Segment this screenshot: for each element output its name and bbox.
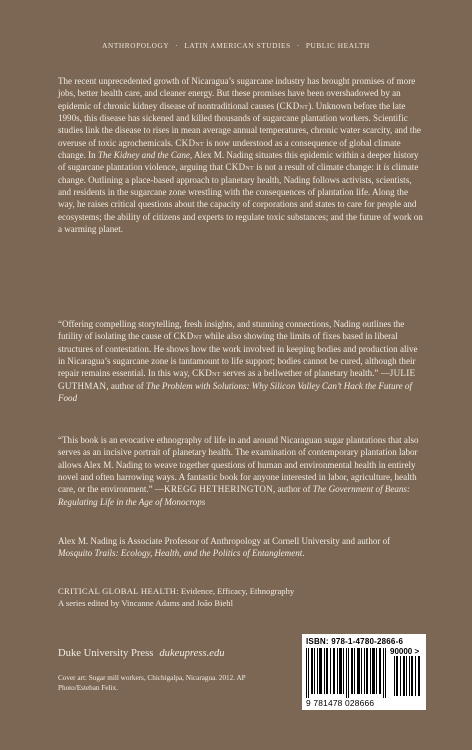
subject-public-health: PUBLIC HEALTH: [305, 41, 370, 50]
price-addon-label: 90000 >: [390, 647, 420, 656]
endorser-name: JULIE GUTHMAN: [58, 368, 416, 391]
endorser-book: The Government of Beans: Regulating Life in the Age of Monocrops: [58, 484, 410, 507]
subject-anthropology: ANTHROPOLOGY: [102, 41, 170, 50]
barcode: [302, 634, 426, 710]
endorser-book: The Problem with Solutions: Why Silicon Valley Can’t Hack the Future of Food: [58, 380, 412, 404]
cover-credit: Cover art: Sugar mill workers, Chichigalpa, Nicaragua. 2012. AP Photo/Esteban Felix.: [58, 674, 246, 693]
publisher-url: dukeupress.edu: [159, 648, 225, 659]
barcode-digits: 9 781478 028666: [306, 698, 375, 708]
author-other-book: Mosquito Trails: Ecology, Health, and the Politics of Entanglement: [58, 548, 303, 559]
publisher: [58, 648, 225, 659]
endorser-name: KREGG HETHERINGTON: [164, 484, 274, 495]
series-info: CRITICAL GLOBAL HEALTH: Evidence, Efficacy, Ethnography A series edited by Vincanne Adams and João Biehl: [58, 586, 295, 608]
author-bio: Alex M. Nading is Associate Professor of Anthropology at Cornell University and author of Mosquito Trails: Ecology, Health, and the Politics of Entanglement.: [58, 536, 391, 559]
publisher-name: Duke University Press: [58, 648, 154, 659]
separator-dot: ·: [175, 41, 179, 50]
isbn-label: ISBN: 978-1-4780-2866-6: [306, 637, 404, 646]
endorsement-guthman: “Offering compelling storytelling, fresh insights, and stunning connections, Nading outlines the futility of isolating the cause of CKDnt while also showing the limits of fixes based in liberal structures of contestation. He shows how the work involved in keeping bodies and production alive in Nicaragua’s sugarcane zone is tantamount to life support; bodies cannot be cured, although their repair remains essential. In this way, CKDnt serves as a bellwether of planetary health.” —JULIE GUTHMAN, author of The Problem with Solutions: Why Silicon Valley Can’t Hack the Future of Food: [58, 319, 418, 404]
subject-latin-american-studies: LATIN AMERICAN STUDIES: [184, 41, 291, 50]
book-description: The recent unprecedented growth of Nicaragua’s sugarcane industry has brought promises of more jobs, better health care, and cleaner energy. But these promises have been overshadowed by an epidemic of chronic kidney disease of nontraditional causes (CKDnt). Unknown before the late 1990s, this disease has sickened and killed thousands of sugarcane plantation workers. Scientific studies link the disease to rises in mean average annual temperatures, chronic water scarcity, and the overuse of toxic agrochemicals. CKDnt is now understood as a consequence of global climate change. In The Kidney and the Cane, Alex M. Nading situates this epidemic within a deeper history of sugarcane plantation violence, arguing that CKDnt is not a result of climate change: it is climate change. Outlining a place-based approach to planetary health, Nading follows activists, scientists, and residents in the sugarcane zone wrestling with the consequences of plantation life. Along the way, he raises critical questions about the capacity of corporations and states to care for people and ecosystems; the ability of citizens and experts to regulate toxic substances; and the future of work on a warming planet.: [58, 76, 423, 235]
separator-dot: ·: [296, 41, 300, 50]
subject-categories: [0, 41, 472, 50]
series-name: CRITICAL GLOBAL HEALTH: [58, 586, 177, 596]
endorsement-hetherington: “This book is an evocative ethnography of life in and around Nicaraguan sugar plantations that also serves as an incisive portrait of planetary health. The examination of contemporary plantation labor allows Alex M. Nading to weave together questions of human and environmental health in entirely novel and often harrowing ways. A fantastic book for anyone interested in labor, agriculture, health care, or the environment.” —KREGG HETHERINGTON, author of The Government of Beans: Regulating Life in the Age of Monocrops: [58, 435, 419, 507]
ean-barcode-bars: [306, 648, 390, 698]
book-title: The Kidney and the Cane: [97, 150, 190, 161]
addon-barcode-bars: [394, 656, 422, 696]
series-editors: A series edited by Vincanne Adams and João Biehl: [58, 597, 233, 608]
